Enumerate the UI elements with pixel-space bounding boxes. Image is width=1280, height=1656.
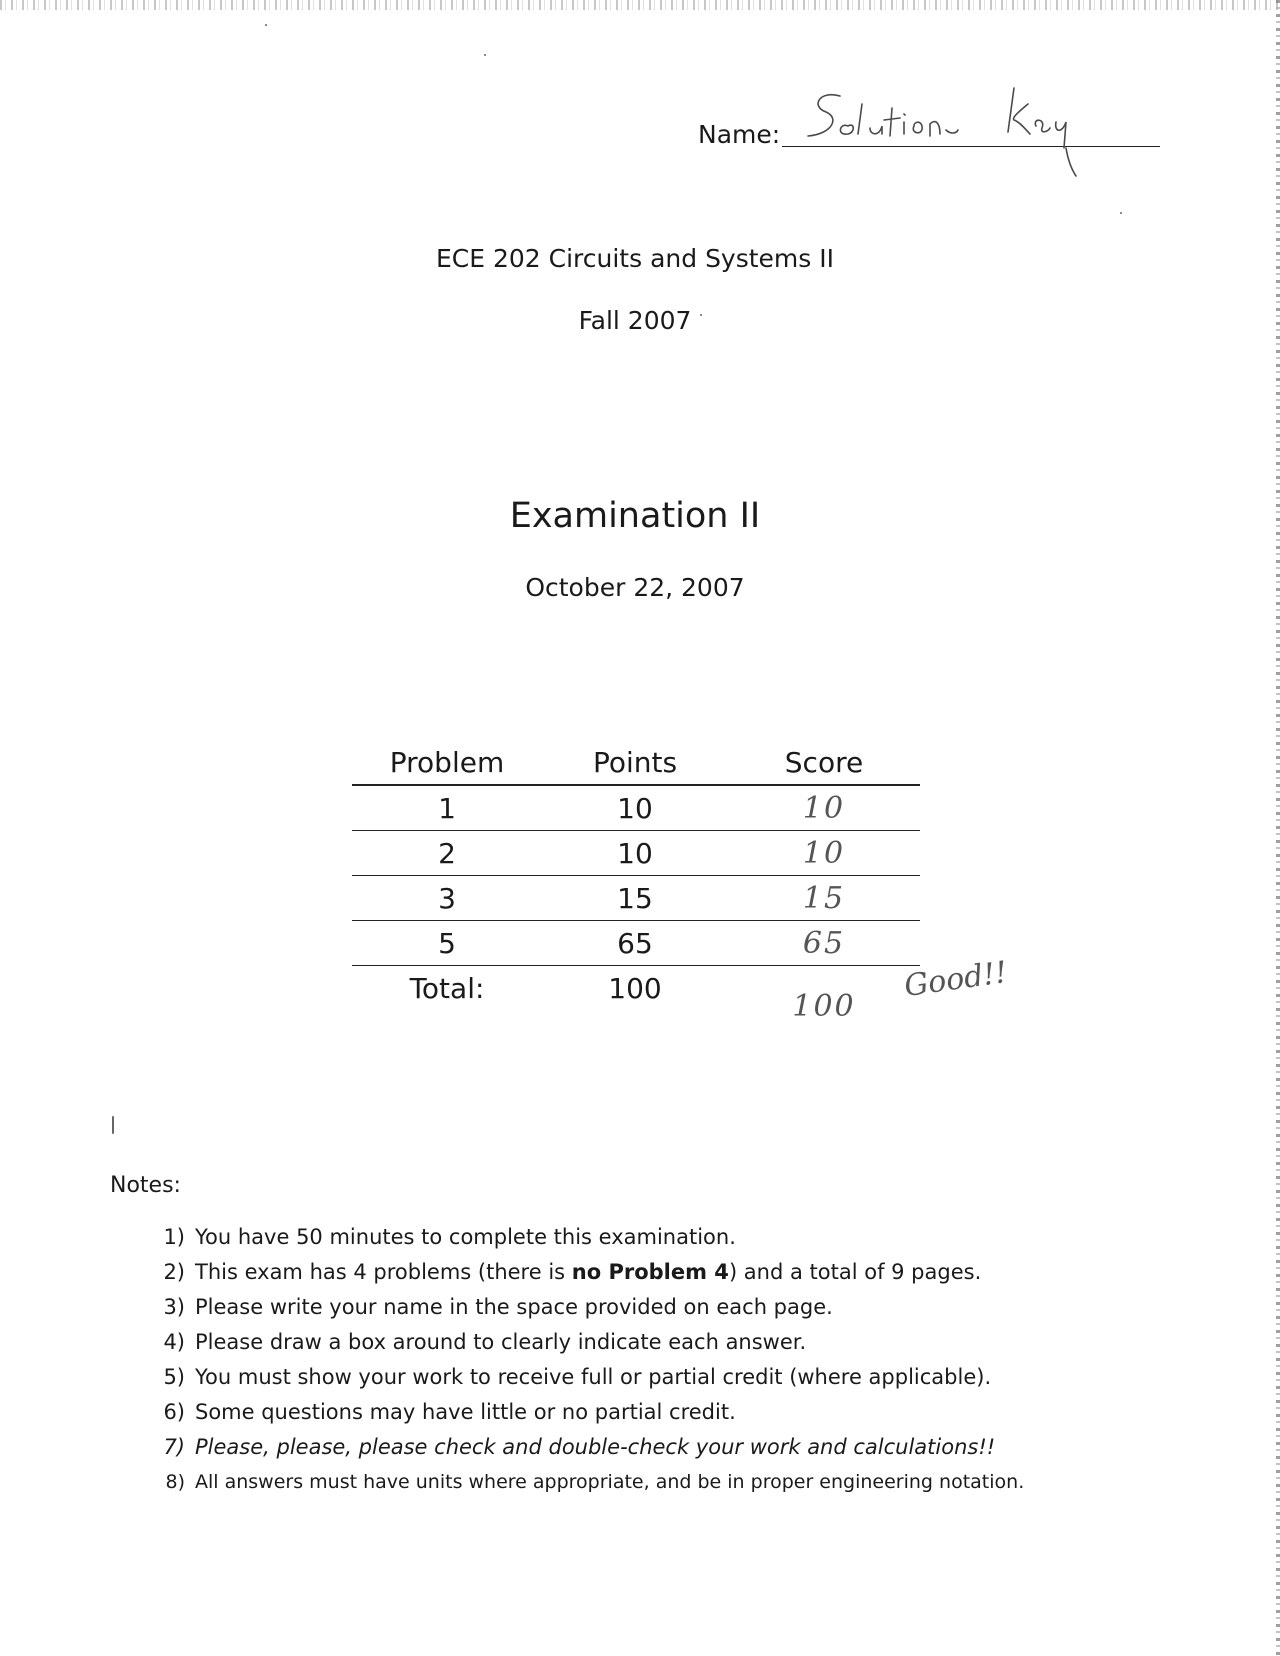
handwritten-total-score: 100: [792, 988, 856, 1024]
scan-speck: [112, 1116, 114, 1134]
note-number: 5): [163, 1365, 185, 1389]
problem-number: 1: [352, 785, 542, 831]
notes-label: Notes:: [110, 1173, 181, 1198]
note-text: You have 50 minutes to complete this examination.: [195, 1225, 736, 1249]
note-emphasis: no Problem 4: [571, 1260, 729, 1284]
column-header-problem: Problem: [352, 740, 542, 785]
column-header-points: Points: [542, 740, 728, 785]
list-item: [140, 1430, 1024, 1465]
note-number: 7): [163, 1435, 185, 1459]
list-item: [140, 1325, 1024, 1360]
table-row: [352, 831, 920, 876]
handwritten-signature: [800, 82, 1080, 192]
table-row: [352, 876, 920, 921]
note-text: All answers must have units where appropriate, and be in proper engineering notation.: [195, 1471, 1025, 1493]
problem-number: 2: [352, 831, 542, 876]
exam-title: Examination II: [509, 496, 761, 536]
problem-points: 65: [542, 921, 728, 966]
scan-artifact-top: [0, 0, 1280, 10]
note-text: This exam has 4 problems (there is: [195, 1260, 572, 1284]
score-table: [352, 740, 920, 1024]
note-text: Some questions may have little or no partial credit.: [195, 1400, 736, 1424]
column-header-score: Score: [728, 740, 920, 785]
score-table-header: [352, 740, 920, 785]
course-title: ECE 202 Circuits and Systems II: [435, 244, 835, 273]
problem-points: 10: [542, 785, 728, 831]
table-row: [352, 785, 920, 831]
exam-date: October 22, 2007: [525, 573, 745, 602]
note-text: Please, please, please check and double-check your work and calculations!!: [195, 1435, 996, 1459]
list-item: [140, 1255, 1024, 1290]
total-points: 100: [608, 971, 662, 1005]
note-text: Please draw a box around to clearly indicate each answer.: [195, 1330, 807, 1354]
list-item: [140, 1290, 1024, 1325]
list-item: [140, 1220, 1024, 1255]
total-label: Total:: [409, 971, 485, 1005]
note-text: ) and a total of 9 pages.: [728, 1260, 982, 1284]
problem-number: 3: [352, 876, 542, 921]
handwritten-score: 10: [728, 831, 920, 876]
total-row: [352, 966, 920, 1011]
handwritten-score: 10: [728, 785, 920, 831]
note-text: Please write your name in the space provided on each page.: [195, 1295, 833, 1319]
list-item: [140, 1395, 1024, 1430]
problem-points: 15: [542, 876, 728, 921]
handwritten-score: 65: [728, 921, 920, 966]
problem-points: 10: [542, 831, 728, 876]
scan-speck: [265, 24, 267, 26]
note-number: 1): [163, 1225, 185, 1249]
scan-speck: [484, 54, 486, 56]
problem-number: 5: [352, 921, 542, 966]
note-number: 6): [163, 1400, 185, 1424]
name-label: Name:: [698, 120, 781, 149]
note-number: 4): [163, 1330, 185, 1354]
list-item: [140, 1360, 1024, 1395]
total-score-cell: [728, 966, 920, 1024]
notes-list: [140, 1220, 1024, 1500]
scan-speck: [1120, 212, 1122, 214]
note-text: You must show your work to receive full or partial credit (where applicable).: [195, 1365, 992, 1389]
list-item: [140, 1465, 1024, 1500]
handwritten-score: 15: [728, 876, 920, 921]
note-number: 8): [165, 1471, 185, 1493]
handwritten-comment: Good!!: [902, 954, 1010, 1005]
table-row: [352, 921, 920, 966]
note-number: 2): [163, 1260, 185, 1284]
note-number: 3): [163, 1295, 185, 1319]
scan-artifact-right: [1276, 0, 1280, 1656]
term: Fall 2007: [578, 306, 692, 335]
